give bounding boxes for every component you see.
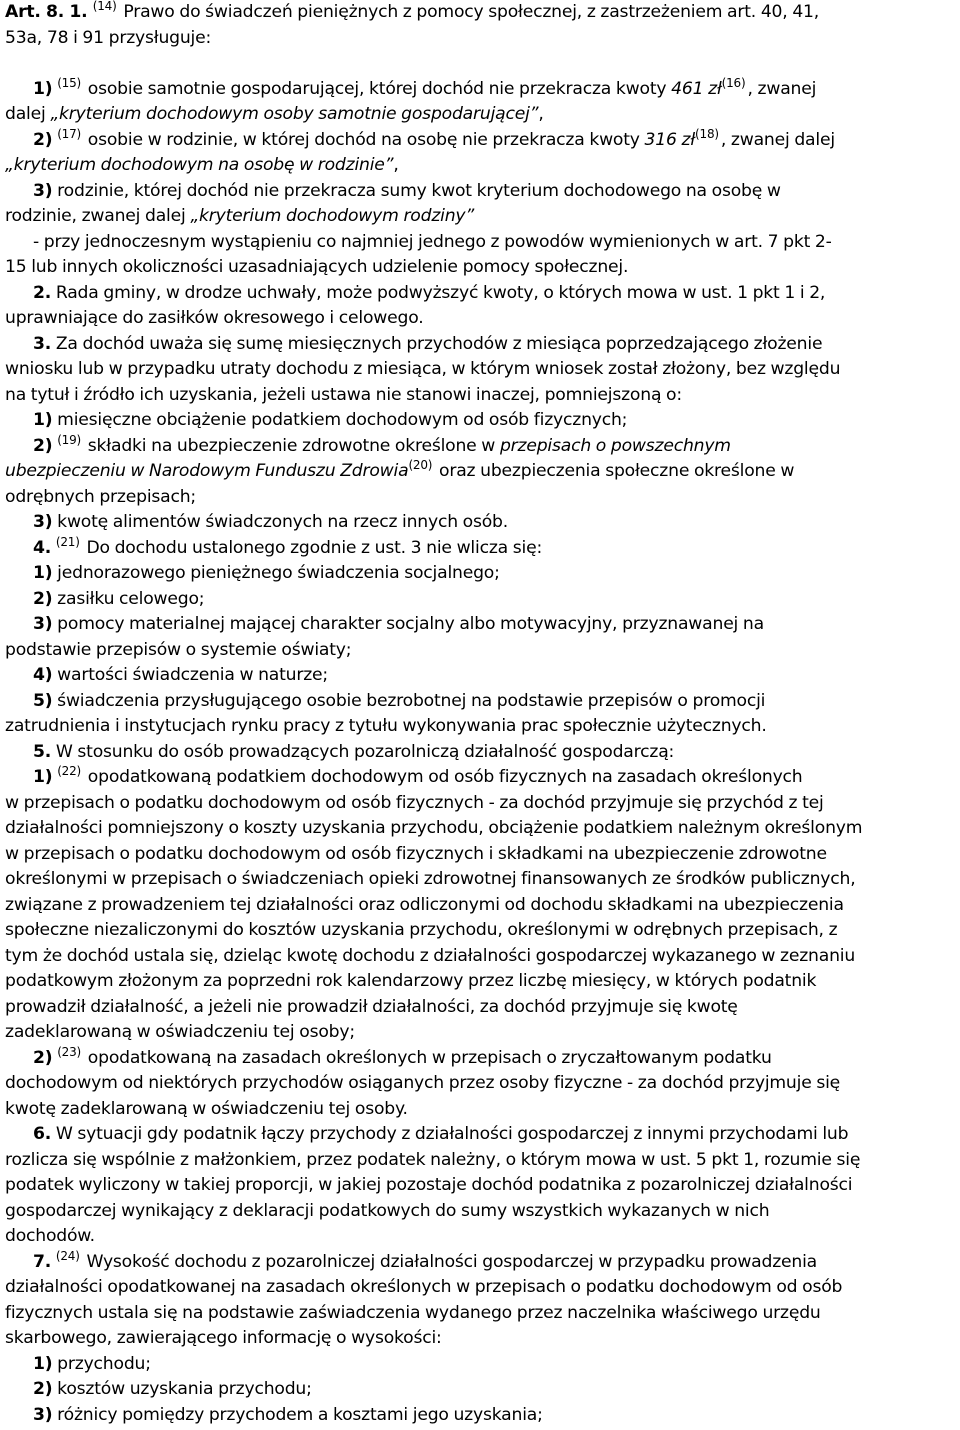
text-run: , xyxy=(538,104,544,124)
text-run: składki na ubezpieczenie zdrowotne określone w xyxy=(83,435,500,456)
text-line xyxy=(33,740,674,765)
text-line xyxy=(33,1377,312,1402)
text-line xyxy=(33,1250,817,1276)
text-run: - przy jednoczesnym wystąpieniu co najmniej jednego z powodów wymienionych w art. 7 pkt 2- xyxy=(33,231,832,252)
text-line xyxy=(5,153,399,178)
text-run: w przepisach o podatku dochodowym od osób fizycznych - za dochód przyjmuje się przychód z tej xyxy=(5,792,824,813)
item-marker: 3) xyxy=(33,180,53,201)
text-run: rodzinie, zwanej dalej xyxy=(5,206,191,226)
text-line xyxy=(5,26,211,51)
text-run: Wysokość dochodu z pozarolniczej działalności gospodarczej w przypadku prowadzenia xyxy=(81,1251,818,1272)
item-marker: 1) xyxy=(33,1353,53,1374)
text-run: oraz ubezpieczenia społeczne określone w xyxy=(434,461,795,481)
text-line xyxy=(5,255,628,280)
text-run: jednorazowego pieniężnego świadczenia socjalnego; xyxy=(52,563,500,583)
text-line xyxy=(5,1224,95,1249)
text-run: działalności opodatkowanej na zasadach określonych w przepisach o podatku dochodowym od osób xyxy=(5,1277,843,1297)
text-line xyxy=(33,408,627,433)
text-run: świadczenia przysługującego osobie bezrobotnej na podstawie przepisów o promocji xyxy=(52,690,766,711)
text-line xyxy=(5,1301,821,1326)
text-run: na tytuł i źródło ich uzyskania, jeżeli ustawa nie stanowi inaczej, pomniejszoną o: xyxy=(5,384,682,405)
text-line xyxy=(33,587,204,612)
item-marker: 2) xyxy=(33,435,53,456)
text-run: kwotę alimentów świadczonych na rzecz innych osób. xyxy=(52,512,509,532)
text-line xyxy=(5,638,351,663)
item-marker: 2) xyxy=(33,1047,53,1068)
text-run: przepisach o powszechnym xyxy=(499,435,731,456)
text-line xyxy=(33,434,731,460)
text-run: , zwanej xyxy=(747,78,817,99)
text-line xyxy=(5,306,423,331)
text-run: podatek wyliczony w takiej proporcji, w jakiej pozostaje dochód podatnika z pozarolniczej działalności xyxy=(5,1175,853,1195)
text-run: działalności pomniejszony o koszty uzyskania przychodu, obciążenie podatkiem należnym określonym xyxy=(5,818,863,838)
text-run: przychodu; xyxy=(52,1353,151,1374)
footnote-ref: (15) xyxy=(57,75,82,90)
text-run: w przepisach o podatku dochodowym od osób fizycznych i składkami na ubezpieczenie zdrowotne xyxy=(5,843,827,864)
text-line xyxy=(33,536,542,562)
text-line xyxy=(5,1020,355,1045)
text-run: podatkowym złożonym za poprzedni rok kalendarzowy przez liczbę miesięcy, w których podatnik xyxy=(5,971,817,991)
text-run: pomocy materialnej mającej charakter socjalny albo motywacyjny, przyznawanej na xyxy=(52,614,764,634)
text-run: Rada gminy, w drodze uchwały, może podwyższyć kwoty, o których mowa w ust. 1 pkt 1 i 2, xyxy=(51,282,826,303)
footnote-ref: (19) xyxy=(57,432,82,447)
text-line xyxy=(5,995,738,1020)
text-line xyxy=(5,969,816,994)
text-line xyxy=(5,893,844,918)
text-run: „kryterium dochodowym na osobę w rodzinie” xyxy=(5,155,394,175)
text-line xyxy=(33,281,825,306)
text-line xyxy=(5,1071,840,1096)
text-line xyxy=(33,179,781,204)
footnote-ref: (21) xyxy=(55,534,80,549)
footnote-ref: (17) xyxy=(57,126,82,141)
text-line xyxy=(33,1352,151,1377)
footnote-ref: (20) xyxy=(408,458,433,472)
text-run: osobie w rodzinie, w której dochód na osobę nie przekracza kwoty xyxy=(83,129,645,150)
text-line xyxy=(5,1199,769,1224)
text-run: dochodów. xyxy=(5,1226,95,1246)
text-line xyxy=(33,1046,772,1072)
text-run: opodatkowaną podatkiem dochodowym od osób fizycznych na zasadach określonych xyxy=(83,767,803,787)
text-line xyxy=(5,918,837,943)
text-line xyxy=(33,663,328,688)
text-run: Prawo do świadczeń pieniężnych z pomocy społecznej, z zastrzeżeniem art. 40, 41, xyxy=(118,2,820,22)
text-line xyxy=(5,1097,408,1122)
text-run: Za dochód uważa się sumę miesięcznych przychodów z miesiąca poprzedzającego złożenie xyxy=(51,333,823,354)
text-line xyxy=(5,0,819,26)
text-run: fizycznych ustala się na podstawie zaświadczenia wydanego przez naczelnika właściwego urzędu xyxy=(5,1302,821,1323)
text-line xyxy=(5,204,474,229)
text-run: związane z prowadzeniem tej działalności oraz odliczonymi od dochodu składkami na ubezpieczenia xyxy=(5,894,844,915)
text-run: dochodowym od niektórych przychodów osiąganych przez osoby fizyczne - za dochód przyjmuje się xyxy=(5,1073,841,1093)
text-line xyxy=(5,714,767,739)
text-line xyxy=(5,383,682,408)
item-marker: 2) xyxy=(33,1379,53,1399)
text-run: kwotę zadeklarowaną w oświadczeniu tej osoby. xyxy=(5,1098,408,1119)
text-line xyxy=(33,77,816,103)
text-run: ubezpieczeniu w Narodowym Funduszu Zdrowia xyxy=(5,461,409,481)
text-line xyxy=(5,816,862,841)
item-marker: 1) xyxy=(33,563,53,583)
item-marker: 2) xyxy=(33,129,53,150)
footnote-ref: (24) xyxy=(55,1248,80,1263)
text-run: osobie samotnie gospodarującej, której dochód nie przekracza kwoty xyxy=(83,78,672,99)
item-marker: 3) xyxy=(33,512,53,532)
text-line xyxy=(5,867,855,892)
text-run: wartości świadczenia w naturze; xyxy=(52,665,329,685)
footnote-ref: (16) xyxy=(721,75,746,90)
text-run: określonymi w przepisach o świadczeniach opieki zdrowotnej finansowanych ze środków publicznych, xyxy=(5,869,856,889)
item-marker: 3) xyxy=(33,614,53,634)
text-run: 461 zł xyxy=(671,78,722,99)
text-line xyxy=(5,1326,442,1351)
text-run: zatrudnienia i instytucjach rynku pracy z tytułu wykonywania prac społecznie użytecznych. xyxy=(5,716,767,736)
text-run: kosztów uzyskania przychodu; xyxy=(52,1379,312,1399)
text-line xyxy=(33,1403,543,1428)
text-run: zadeklarowaną w oświadczeniu tej osoby; xyxy=(5,1022,355,1042)
text-run: W stosunku do osób prowadzących pozarolniczą działalność gospodarczą: xyxy=(51,741,675,762)
text-run: skarbowego, zawierającego informację o wysokości: xyxy=(5,1328,442,1348)
item-marker: 1) xyxy=(33,78,53,99)
text-line xyxy=(33,332,822,357)
footnote-ref: (23) xyxy=(57,1044,82,1059)
item-marker: 6. xyxy=(33,1124,52,1144)
footnote-ref: (14) xyxy=(92,0,117,13)
item-marker: 2. xyxy=(33,282,52,303)
item-marker: Art. 8. 1. xyxy=(5,2,93,22)
text-run: 53a, 78 i 91 przysługuje: xyxy=(5,27,212,48)
text-line xyxy=(33,765,803,791)
text-run: Do dochodu ustalonego zgodnie z ust. 3 nie wlicza się: xyxy=(81,537,543,558)
item-marker: 1) xyxy=(33,767,53,787)
text-run: odrębnych przepisach; xyxy=(5,486,197,507)
text-line xyxy=(33,689,765,714)
text-run: , zwanej dalej xyxy=(720,129,835,150)
item-marker: 3) xyxy=(33,1404,53,1425)
text-run: „kryterium dochodowym rodziny” xyxy=(190,206,475,226)
text-run: tym że dochód ustala się, dzieląc kwotę dochodu z działalności gospodarczej wykazanego w zeznaniu xyxy=(5,945,856,966)
text-line xyxy=(5,102,544,127)
item-marker: 7. xyxy=(33,1251,52,1272)
item-marker: 2) xyxy=(33,588,53,609)
text-run: W sytuacji gdy podatnik łączy przychody z działalności gospodarczej z innymi przychodami lub xyxy=(51,1124,849,1144)
text-line xyxy=(33,230,832,255)
text-line xyxy=(5,944,855,969)
text-run: uprawniające do zasiłków okresowego i celowego. xyxy=(5,308,424,328)
text-run: 15 lub innych okoliczności uzasadniających udzielenie pomocy społecznej. xyxy=(5,257,629,277)
item-marker: 3. xyxy=(33,333,52,354)
item-marker: 4. xyxy=(33,537,52,558)
text-run: gospodarczej wynikający z deklaracji podatkowych do sumy wszystkich wykazanych w nich xyxy=(5,1200,770,1221)
footnote-ref: (22) xyxy=(57,764,82,778)
text-run: rodzinie, której dochód nie przekracza sumy kwot kryterium dochodowego na osobę w xyxy=(52,180,781,201)
text-run: „kryterium dochodowym osoby samotnie gospodarującej” xyxy=(50,104,539,124)
text-line xyxy=(5,357,840,382)
item-marker: 5) xyxy=(33,690,53,711)
text-line xyxy=(5,485,196,510)
text-run: 316 zł xyxy=(644,129,696,150)
text-run: zasiłku celowego; xyxy=(52,588,205,609)
text-run: różnicy pomiędzy przychodem a kosztami jego uzyskania; xyxy=(52,1404,543,1425)
text-run: , xyxy=(393,155,399,175)
text-run: społeczne niezaliczonymi do kosztów uzyskania przychodu, określonymi w odrębnych przepisach, z xyxy=(5,920,838,940)
text-line xyxy=(5,791,824,816)
text-line xyxy=(5,459,794,485)
item-marker: 4) xyxy=(33,665,53,685)
item-marker: 1) xyxy=(33,410,53,430)
footnote-ref: (18) xyxy=(695,126,719,141)
text-run: rozlicza się wspólnie z małżonkiem, przez podatek należny, o którym mowa w ust. 5 pkt 1, rozumie się xyxy=(5,1149,861,1170)
text-line xyxy=(33,1122,848,1147)
text-line xyxy=(5,842,827,867)
text-line xyxy=(33,510,508,535)
text-line xyxy=(5,1275,842,1300)
text-run: miesięczne obciążenie podatkiem dochodowym od osób fizycznych; xyxy=(52,410,628,430)
text-line xyxy=(33,128,835,154)
text-line xyxy=(5,1173,852,1198)
item-marker: 5. xyxy=(33,741,52,762)
text-run: podstawie przepisów o systemie oświaty; xyxy=(5,639,352,660)
text-line xyxy=(33,612,764,637)
text-run: prowadził działalność, a jeżeli nie prowadził działalności, za dochód przyjmuje się kwotę xyxy=(5,996,738,1017)
text-run: dalej xyxy=(5,104,51,124)
text-run: opodatkowaną na zasadach określonych w przepisach o zryczałtowanym podatku xyxy=(83,1047,772,1068)
text-run: wniosku lub w przypadku utraty dochodu z miesiąca, w którym wniosek został złożony, bez względu xyxy=(5,359,841,379)
text-line xyxy=(5,1148,860,1173)
text-line xyxy=(33,561,500,586)
